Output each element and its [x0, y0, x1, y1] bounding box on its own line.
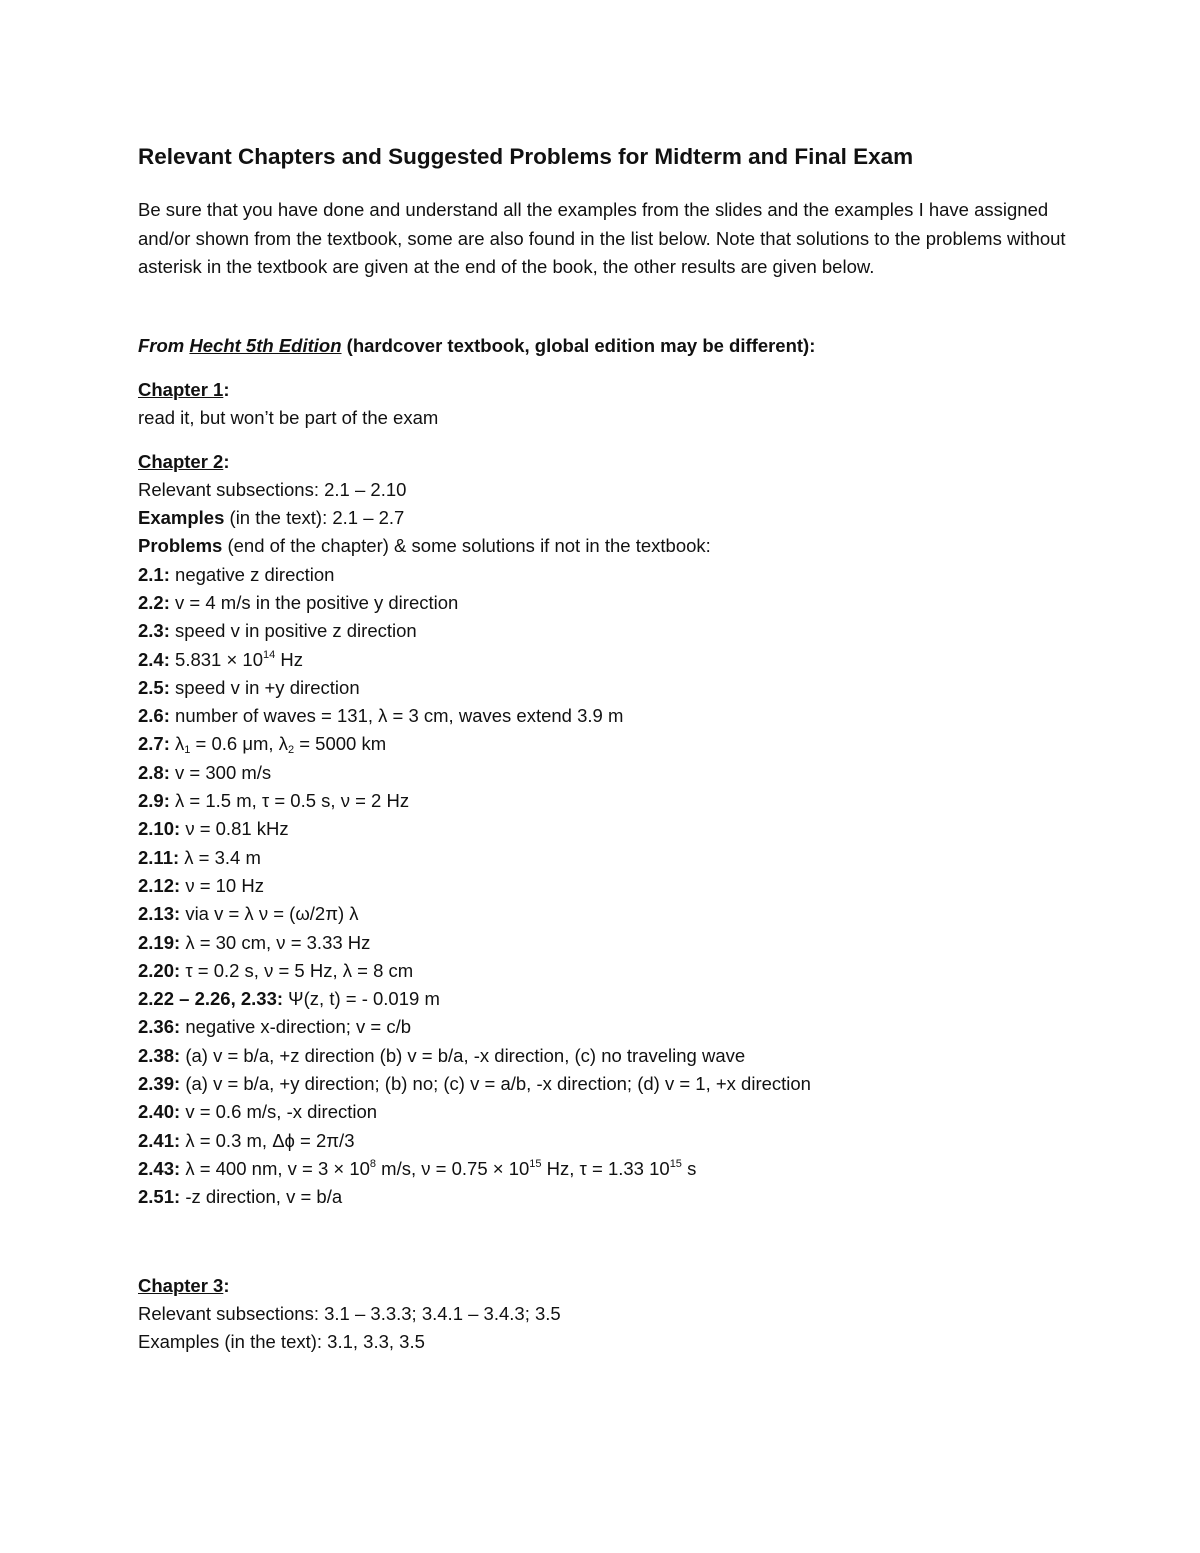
- problem-number: 2.36:: [138, 1016, 181, 1038]
- chapter-2-subsections: Relevant subsections: 2.1 – 2.10: [138, 478, 407, 500]
- source-from: From: [138, 334, 185, 356]
- problem-number: 2.8:: [138, 761, 170, 783]
- problem-number: 2.20:: [138, 959, 181, 981]
- chapter-2-examples: [138, 504, 1068, 532]
- problem-answer: ν = 10 Hz: [185, 874, 264, 896]
- problem-item: [138, 787, 1068, 815]
- textbook-title: Hecht 5th Edition: [189, 334, 342, 356]
- problems-text: (end of the chapter) & some solutions if not in the textbook:: [227, 535, 711, 557]
- chapter-1-heading: Chapter 1:: [138, 378, 230, 400]
- problem-answer: v = 0.6 m/s, -x direction: [185, 1101, 378, 1123]
- problem-answer: λ = 1.5 m, τ = 0.5 s, ν = 2 Hz: [175, 790, 410, 812]
- problem-answer: λ: [175, 733, 185, 755]
- problem-item: [138, 985, 1068, 1013]
- problem-number: 2.2:: [138, 591, 170, 613]
- exponent: 14: [263, 648, 276, 661]
- problem-item: [138, 929, 1068, 957]
- problem-answer: v = 300 m/s: [175, 761, 272, 783]
- problem-item: [138, 1013, 1068, 1041]
- problem-answer: s: [681, 1157, 697, 1179]
- chapter-3-heading: Chapter 3:: [138, 1274, 230, 1296]
- problem-number: 2.38:: [138, 1044, 181, 1066]
- problem-answer: ν = 0.81 kHz: [185, 818, 289, 840]
- problem-answer: Hz, τ = 1.33 10: [541, 1157, 670, 1179]
- problem-answer: τ = 0.2 s, ν = 5 Hz, λ = 8 cm: [185, 959, 414, 981]
- problem-item: [138, 1127, 1068, 1155]
- problem-item: [138, 1183, 1068, 1211]
- problem-number: 2.3:: [138, 620, 170, 642]
- problem-answer: speed v in positive z direction: [175, 620, 417, 642]
- problem-number: 2.7:: [138, 733, 170, 755]
- problem-answer: = 0.6 μm, λ: [190, 733, 288, 755]
- problem-item: [138, 872, 1068, 900]
- problem-item: [138, 617, 1068, 645]
- problem-answer-unit: Hz: [275, 648, 303, 670]
- problem-number: 2.6:: [138, 705, 170, 727]
- problem-item: [138, 589, 1068, 617]
- problem-item: [138, 561, 1068, 589]
- chapter-1-text: read it, but won’t be part of the exam: [138, 406, 439, 428]
- problem-item: [138, 730, 1068, 758]
- problems-label: Problems: [138, 535, 223, 557]
- subscript: 2: [287, 744, 295, 757]
- problem-answer: number of waves = 131, λ = 3 cm, waves extend 3.9 m: [175, 705, 624, 727]
- problem-number: 2.22 – 2.26, 2.33:: [138, 988, 284, 1010]
- chapter-3-subsections: Relevant subsections: 3.1 – 3.3.3; 3.4.1 – 3.4.3; 3.5: [138, 1302, 561, 1324]
- problem-number: 2.19:: [138, 931, 181, 953]
- problem-number: 2.43:: [138, 1157, 181, 1179]
- problem-number: 2.39:: [138, 1073, 181, 1095]
- chapter-2-section: [138, 448, 1068, 1212]
- problem-answer: -z direction, v = b/a: [185, 1186, 343, 1208]
- problem-answer: λ = 400 nm, v = 3 × 10: [185, 1157, 370, 1179]
- problem-item: [138, 674, 1068, 702]
- problem-answer: λ = 0.3 m, Δϕ = 2π/3: [185, 1129, 355, 1151]
- problem-item: [138, 702, 1068, 730]
- problem-number: 2.51:: [138, 1186, 181, 1208]
- problem-item: [138, 900, 1068, 928]
- source-note: (hardcover textbook, global edition may be different):: [346, 334, 816, 356]
- chapter-2-problems-header: [138, 532, 1068, 560]
- problem-answer: via v = λ ν = (ω/2π) λ: [185, 903, 359, 925]
- problem-number: 2.5:: [138, 676, 170, 698]
- problem-number: 2.41:: [138, 1129, 181, 1151]
- exponent: 8: [369, 1157, 377, 1170]
- problem-item: [138, 1098, 1068, 1126]
- exponent: 15: [669, 1157, 682, 1170]
- problem-item: [138, 844, 1068, 872]
- document-page: [138, 140, 1068, 1356]
- problem-answer: v = 4 m/s in the positive y direction: [175, 591, 459, 613]
- problem-number: 2.10:: [138, 818, 181, 840]
- problem-answer: λ = 3.4 m: [184, 846, 261, 868]
- problem-item: [138, 759, 1068, 787]
- chapter-1-heading-text: Chapter 1: [138, 378, 224, 400]
- problem-number: 2.40:: [138, 1101, 181, 1123]
- problem-item: [138, 646, 1068, 674]
- problem-number: 2.9:: [138, 790, 170, 812]
- problem-number: 2.13:: [138, 903, 181, 925]
- problem-answer: (a) v = b/a, +y direction; (b) no; (c) v = a/b, -x direction; (d) v = 1, +x direction: [185, 1073, 811, 1095]
- chapter-2-heading: Chapter 2:: [138, 450, 230, 472]
- problem-number: 2.4:: [138, 648, 170, 670]
- problem-answer: speed v in +y direction: [175, 676, 360, 698]
- problem-item: [138, 957, 1068, 985]
- examples-label: Examples: [138, 507, 225, 529]
- problem-answer: Ψ(z, t) = - 0.019 m: [288, 988, 440, 1010]
- problem-item: [138, 815, 1068, 843]
- problem-answer: negative x-direction; v = c/b: [185, 1016, 412, 1038]
- chapter-1-section: [138, 376, 1068, 432]
- problem-number: 2.12:: [138, 874, 181, 896]
- problem-answer: (a) v = b/a, +z direction (b) v = b/a, -x direction, (c) no traveling wave: [185, 1044, 746, 1066]
- intro-paragraph: Be sure that you have done and understand all the examples from the slides and the examples I have assigned and/or shown from the textbook, some are also found in the list below. Note that solutions to the problems without asterisk in the textbook are given at the end of the book, the other results are given below.: [138, 199, 1066, 277]
- problem-number: 2.11:: [138, 846, 180, 868]
- problem-answer: negative z direction: [175, 563, 335, 585]
- subscript: 1: [184, 744, 191, 757]
- problem-answer: m/s, ν = 0.75 × 10: [376, 1157, 530, 1179]
- problem-item: [138, 1070, 1068, 1098]
- problem-answer: 5.831 × 10: [175, 648, 263, 670]
- exponent: 15: [529, 1157, 542, 1170]
- problem-answer: = 5000 km: [294, 733, 387, 755]
- problem-item: [138, 1042, 1068, 1070]
- chapter-2-heading-text: Chapter 2: [138, 450, 224, 472]
- chapter-3-heading-text: Chapter 3: [138, 1274, 224, 1296]
- problem-answer: λ = 30 cm, ν = 3.33 Hz: [185, 931, 371, 953]
- problem-item: [138, 1155, 1068, 1183]
- problem-number: 2.1:: [138, 563, 170, 585]
- textbook-source-line: [138, 332, 1068, 360]
- page-title: Relevant Chapters and Suggested Problems for Midterm and Final Exam: [138, 144, 914, 169]
- examples-text: (in the text): 2.1 – 2.7: [229, 507, 405, 529]
- chapter-3-section: [138, 1272, 1068, 1357]
- chapter-3-examples: Examples (in the text): 3.1, 3.3, 3.5: [138, 1330, 425, 1352]
